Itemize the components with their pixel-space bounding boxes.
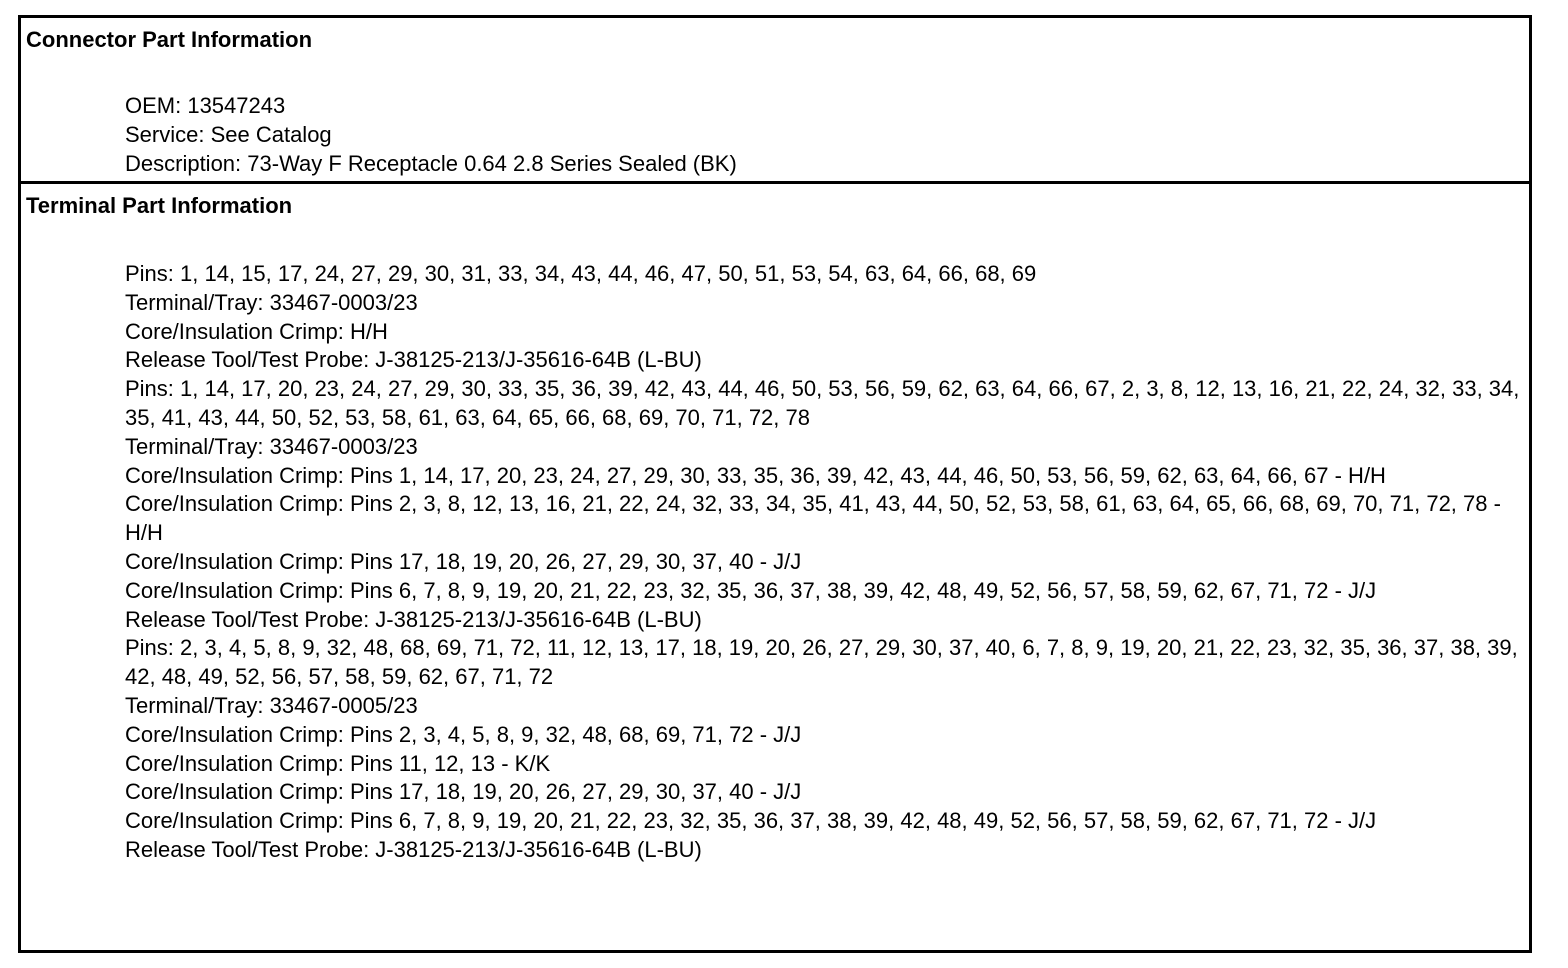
terminal-line: Release Tool/Test Probe: J-38125-213/J-35616-64B (L-BU)	[125, 347, 702, 373]
terminal-lines	[125, 260, 1521, 865]
terminal-line: Core/Insulation Crimp: Pins 11, 12, 13 - K/K	[125, 750, 551, 776]
connector-section-title: Connector Part Information	[26, 27, 313, 52]
connector-part-section	[21, 18, 1529, 184]
connector-service-line: Service: See Catalog	[125, 121, 332, 147]
terminal-line: Pins: 1, 14, 15, 17, 24, 27, 29, 30, 31, 33, 34, 43, 44, 46, 47, 50, 51, 53, 54, 63, 64, 66, 68, 69	[125, 261, 1037, 286]
terminal-line: Core/Insulation Crimp: Pins 2, 3, 8, 12, 13, 16, 21, 22, 24, 32, 33, 34, 35, 41, 43, 44, 50, 52, 53, 58, 61, 63, 64, 65, 66, 68, 69, 70, 71, 72, 78 - H/H	[125, 491, 1501, 546]
terminal-line: Pins: 2, 3, 4, 5, 8, 9, 32, 48, 68, 69, 71, 72, 11, 12, 13, 17, 18, 19, 20, 26, 27, 29, 30, 37, 40, 6, 7, 8, 9, 19, 20, 21, 22, 23, 32, 35, 36, 37, 38, 39, 42, 48, 49, 52, 56, 57, 58, 59, 62, 67, 71, 72	[125, 635, 1518, 690]
terminal-line: Core/Insulation Crimp: Pins 1, 14, 17, 20, 23, 24, 27, 29, 30, 33, 35, 36, 39, 42, 43, 44, 46, 50, 53, 56, 59, 62, 63, 64, 66, 67 - H/H	[125, 462, 1386, 488]
connector-info-table	[18, 15, 1532, 953]
terminal-line: Terminal/Tray: 33467-0003/23	[125, 289, 418, 315]
terminal-line: Terminal/Tray: 33467-0005/23	[125, 692, 418, 718]
terminal-line: Core/Insulation Crimp: H/H	[125, 318, 388, 344]
connector-oem-line: OEM: 13547243	[125, 93, 286, 118]
terminal-line: Terminal/Tray: 33467-0003/23	[125, 433, 418, 459]
terminal-line: Release Tool/Test Probe: J-38125-213/J-35616-64B (L-BU)	[125, 606, 702, 632]
connector-lines	[125, 92, 1521, 178]
terminal-line: Release Tool/Test Probe: J-38125-213/J-35616-64B (L-BU)	[125, 836, 702, 862]
terminal-line: Core/Insulation Crimp: Pins 17, 18, 19, 20, 26, 27, 29, 30, 37, 40 - J/J	[125, 548, 802, 574]
terminal-line: Core/Insulation Crimp: Pins 6, 7, 8, 9, 19, 20, 21, 22, 23, 32, 35, 36, 37, 38, 39, 42, 48, 49, 52, 56, 57, 58, 59, 62, 67, 71, 72 - J/J	[125, 808, 1377, 834]
terminal-line: Core/Insulation Crimp: Pins 17, 18, 19, 20, 26, 27, 29, 30, 37, 40 - J/J	[125, 779, 802, 805]
terminal-line: Pins: 1, 14, 17, 20, 23, 24, 27, 29, 30, 33, 35, 36, 39, 42, 43, 44, 46, 50, 53, 56, 59, 62, 63, 64, 66, 67, 2, 3, 8, 12, 13, 16, 21, 22, 24, 32, 33, 34, 35, 41, 43, 44, 50, 52, 53, 58, 61, 63, 64, 65, 66, 68, 69, 70, 71, 72, 78	[125, 376, 1520, 430]
terminal-line: Core/Insulation Crimp: Pins 6, 7, 8, 9, 19, 20, 21, 22, 23, 32, 35, 36, 37, 38, 39, 42, 48, 49, 52, 56, 57, 58, 59, 62, 67, 71, 72 - J/J	[125, 577, 1377, 603]
terminal-section-title: Terminal Part Information	[26, 193, 293, 218]
terminal-part-section	[21, 184, 1529, 950]
connector-description-line: Description: 73-Way F Receptacle 0.64 2.8 Series Sealed (BK)	[125, 150, 737, 176]
terminal-line: Core/Insulation Crimp: Pins 2, 3, 4, 5, 8, 9, 32, 48, 68, 69, 71, 72 - J/J	[125, 721, 802, 747]
